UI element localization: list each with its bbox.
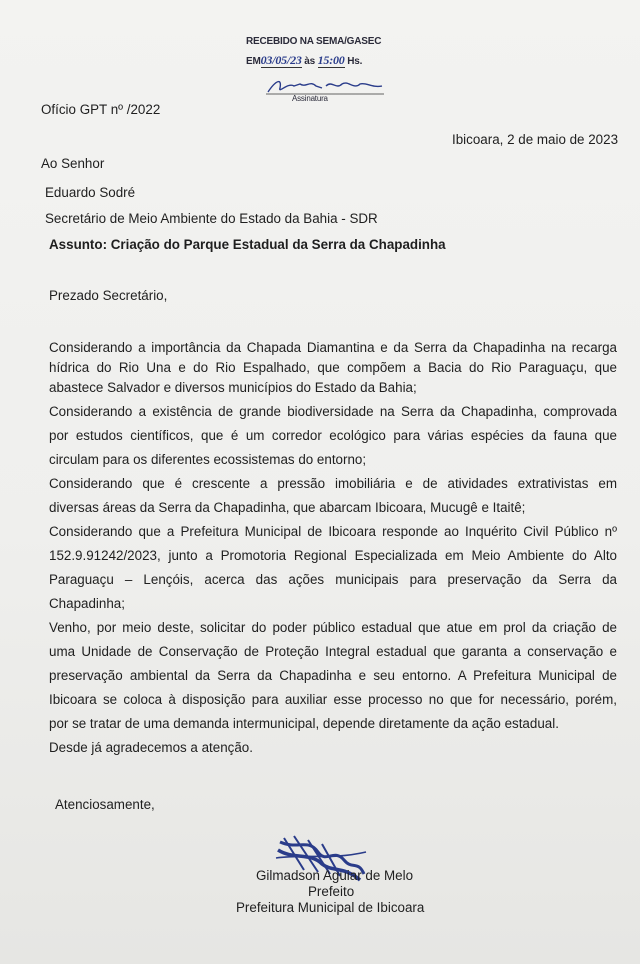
greeting: Prezado Secretário, <box>49 288 168 303</box>
body-line: uma Unidade de Conservação de Proteção Integral estadual que garanta a conservação e <box>49 644 617 659</box>
stamp-date: 03/05/23 <box>260 53 302 67</box>
recipient-salutation: Ao Senhor <box>41 156 105 171</box>
body-line: Paraguaçu – Lençóis, acerca das ações municipais para preservação da Serra da <box>49 572 617 587</box>
recipient-name: Eduardo Sodré <box>45 185 136 200</box>
stamp-title: RECEBIDO NA SEMA/GASEC <box>246 36 382 47</box>
body-line: preservação ambiental da Serra da Chapadinha e seu entorno. A Prefeitura Municipal de <box>49 668 617 683</box>
signature-block <box>236 838 436 918</box>
place-date: Ibicoara, 2 de maio de 2023 <box>452 132 619 147</box>
stamp-signature-icon <box>266 76 386 96</box>
subject-line: Assunto: Criação do Parque Estadual da Serra da Chapadinha <box>49 237 446 252</box>
body-line: Venho, por meio deste, solicitar do poder público estadual que atue em prol da criação de <box>49 620 617 635</box>
closing: Atenciosamente, <box>55 797 155 812</box>
stamp-prefix: EM <box>246 56 261 67</box>
body-line: Chapadinha; <box>49 596 125 611</box>
body-line: diversas áreas da Serra da Chapadinha, que abarcam Ibicoara, Mucugê e Itaitê; <box>49 500 526 515</box>
body-line: Considerando a existência de grande biodiversidade na Serra da Chapadinha, comprovada <box>49 404 617 419</box>
stamp-date-line <box>246 53 362 68</box>
letter-body <box>49 338 617 758</box>
body-line: Desde já agradecemos a atenção. <box>49 740 253 755</box>
body-line: Considerando que é crescente a pressão imobiliária e de atividades extrativistas em <box>49 476 617 491</box>
body-line: Considerando que a Prefeitura Municipal de Ibicoara responde ao Inquérito Civil Público nº <box>49 524 617 539</box>
body-line: 152.9.91242/2023, junto a Promotoria Regional Especializada em Meio Ambiente do Alto <box>49 548 617 563</box>
body-line: circulam para os diferentes ecossistemas do entorno; <box>49 452 367 467</box>
body-line: Ibicoara se coloca à disposição para auxiliar esse processo no que for necessário, porém, <box>49 692 617 707</box>
signatory-name: Gilmadson Aguiar de Melo <box>256 868 414 883</box>
signatory-title: Prefeito <box>308 884 355 899</box>
body-line: hídrica do Rio Una e do Rio Espalhado, que compõem a Bacia do Rio Paraguaçu, que <box>49 360 617 375</box>
signatory-organization: Prefeitura Municipal de Ibicoara <box>236 900 425 915</box>
stamp-signature-label: Assinatura <box>292 94 328 103</box>
body-line: por estudos científicos, que é um corredor ecológico para várias espécies da fauna que <box>49 428 617 443</box>
body-line: abastece Salvador e diversos municípios do Estado da Bahia; <box>49 380 417 395</box>
recipient-role: Secretário de Meio Ambiente do Estado da Bahia - SDR <box>45 211 378 226</box>
stamp-hs: Hs. <box>347 56 363 67</box>
body-line: por se tratar de uma demanda intermunicipal, depende diretamente da ação estadual. <box>49 716 559 731</box>
stamp-time: 15:00 <box>317 53 345 67</box>
stamp-as: às <box>304 56 316 67</box>
body-line: Considerando a importância da Chapada Diamantina e da Serra da Chapadinha na recarga <box>49 340 617 355</box>
document-reference: Ofício GPT nº /2022 <box>41 102 161 117</box>
